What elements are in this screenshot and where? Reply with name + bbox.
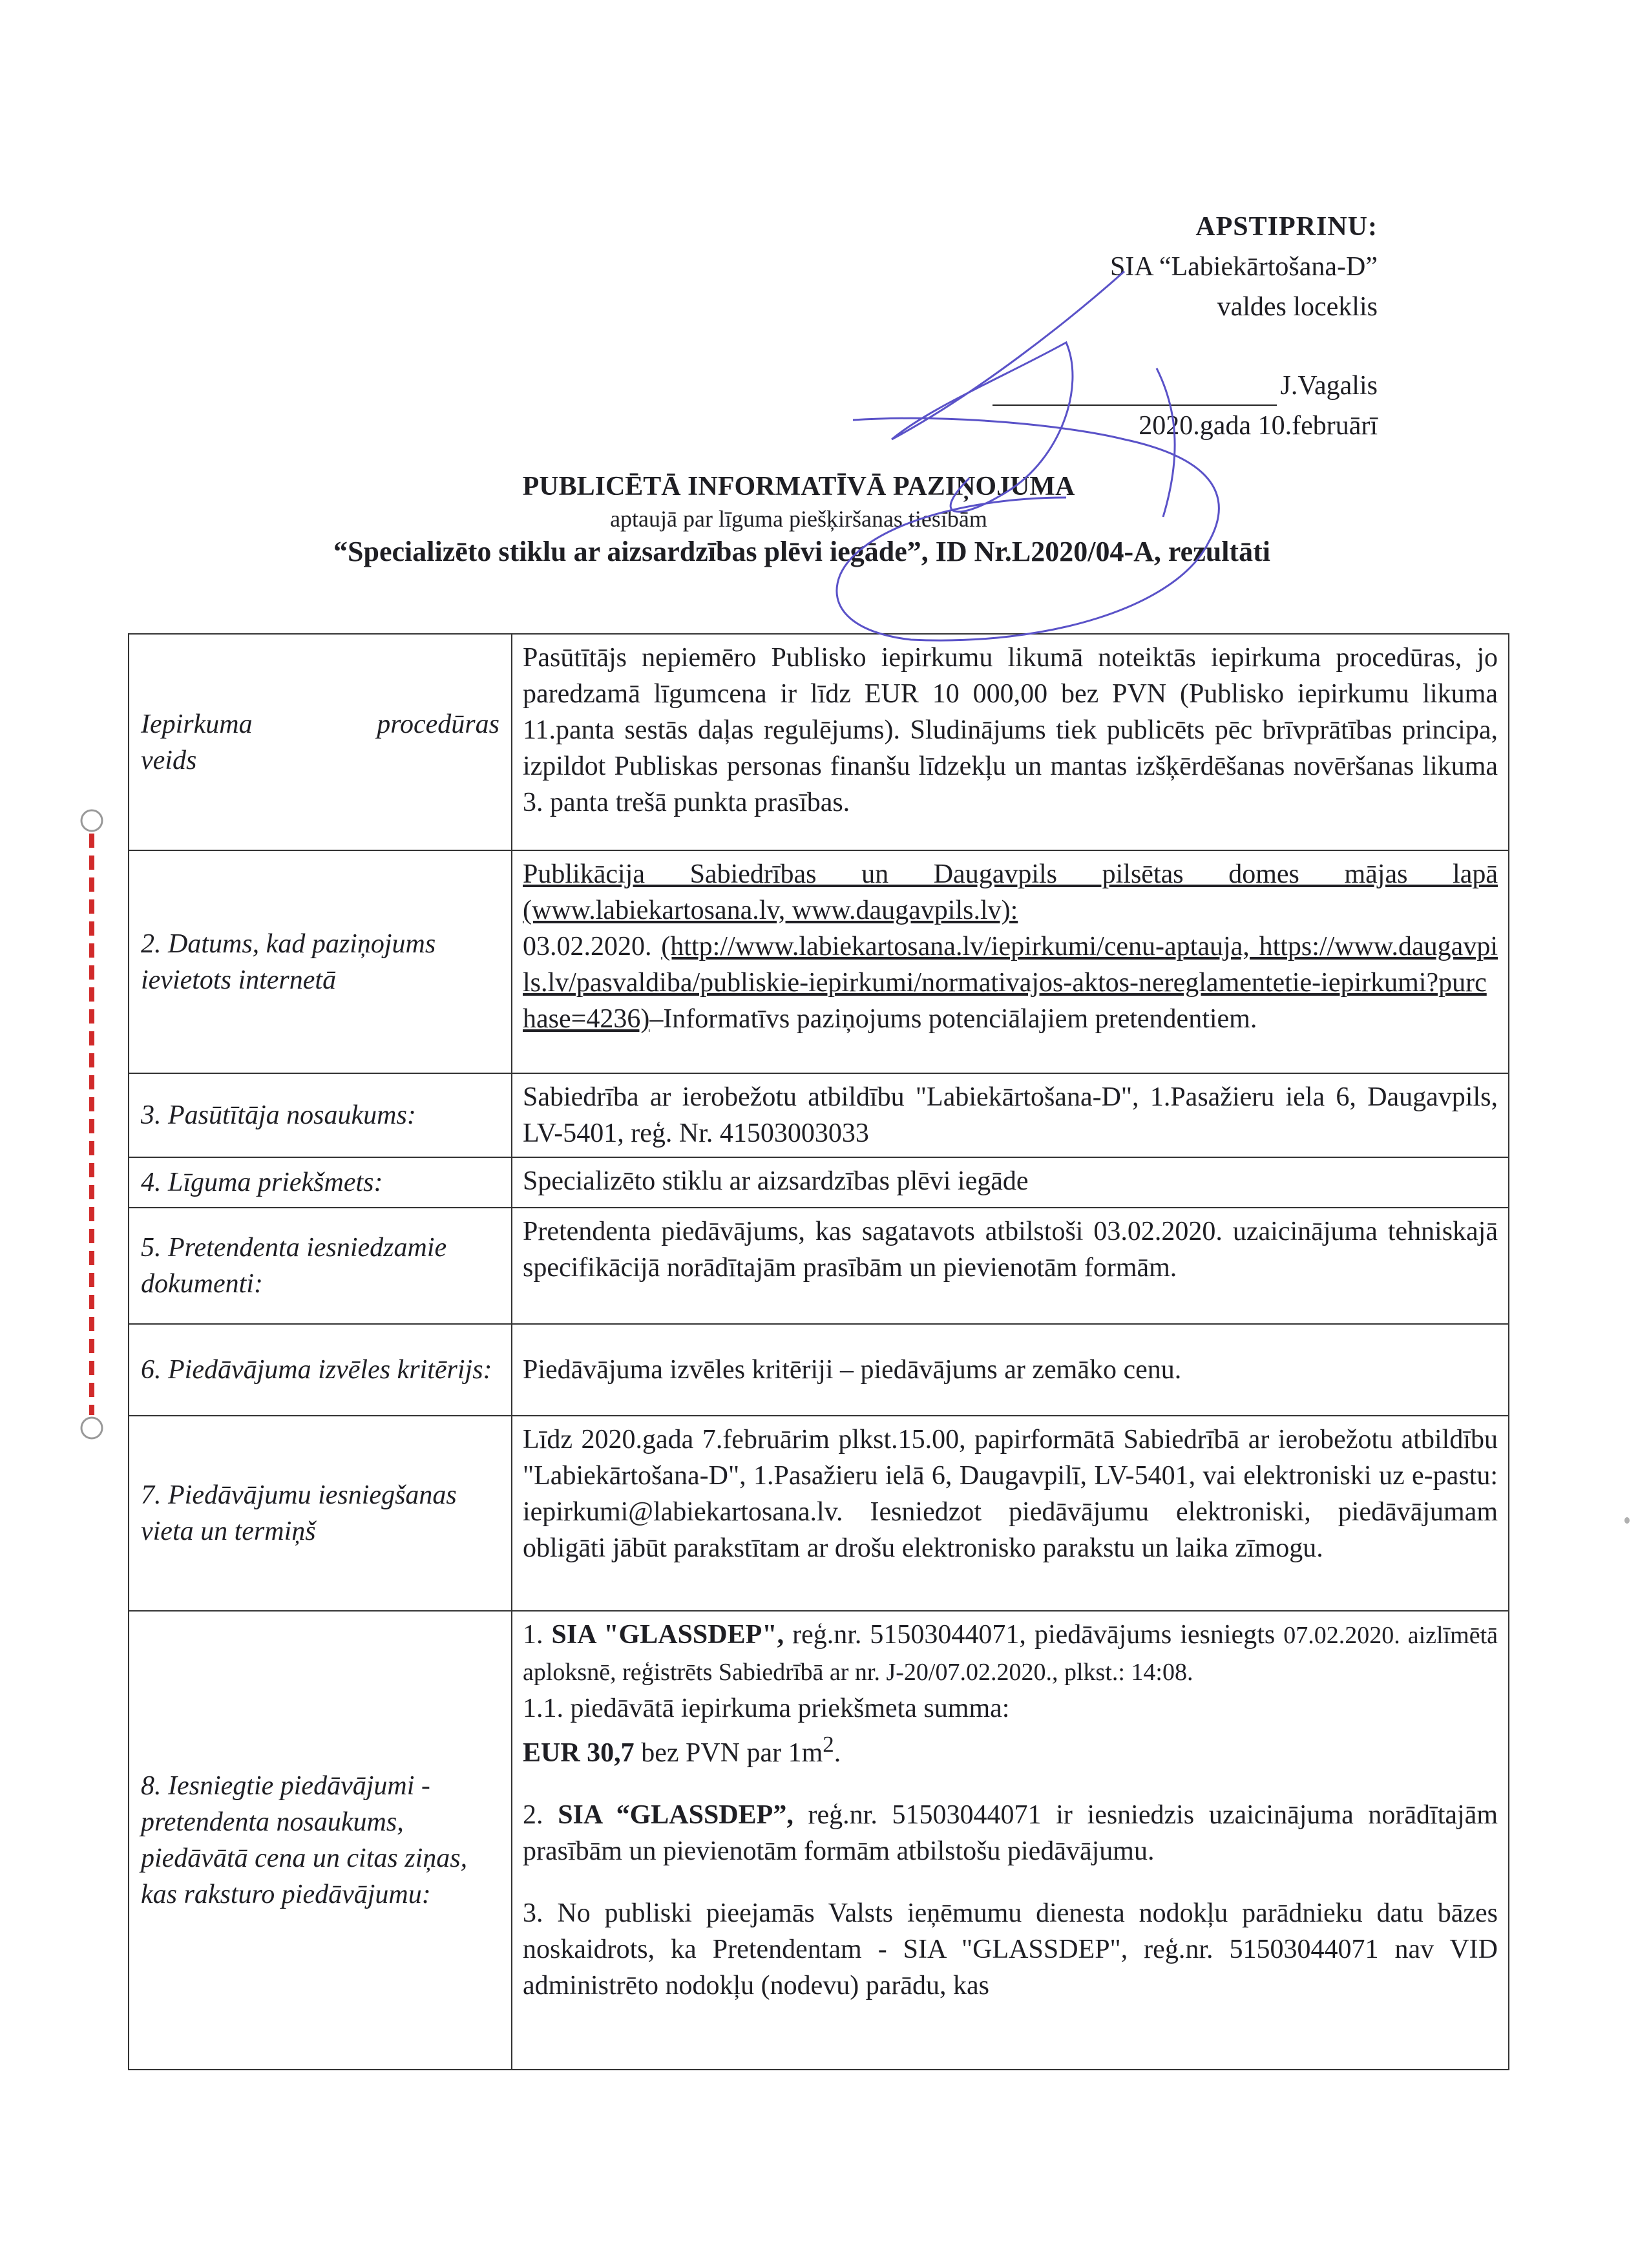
table-row bbox=[129, 1324, 1509, 1416]
row-label-procedure bbox=[129, 634, 512, 850]
offer-paragraph-2 bbox=[523, 1797, 1498, 1869]
table-row bbox=[129, 850, 1509, 1073]
label-part: Iepirkuma bbox=[141, 709, 253, 739]
row-content-submission: Līdz 2020.gada 7.februārim plkst.15.00, papirformātā Sabiedrībā ar ierobežotu atbildību "Labiekārtošana-D", 1.Pasažieru ielā 6, Daugavpilī, LV-5401, vai elektroniski uz e-pastu: iepirkumi@labiekartosana.lv. Iesniedzot piedāvājumu elektroniski, piedāvājumam obligāti jābūt parakstītam ar drošu elektronisko parakstu un laika zīmogu. bbox=[512, 1416, 1509, 1611]
approval-block bbox=[993, 207, 1378, 446]
offer-details: 07.02.2020. aizlīmētā aploksnē, reģistrēts Sabiedrībā ar nr. J-20/07.02.2020., plkst.: 14:08. bbox=[523, 1622, 1498, 1686]
row-label-subject: 4. Līguma priekšmets: bbox=[129, 1157, 512, 1208]
row-label-documents: 5. Pretendenta iesniedzamie dokumenti: bbox=[129, 1208, 512, 1324]
paper-speck bbox=[1624, 1517, 1630, 1524]
row-label-submission: 7. Piedāvājumu iesniegšanas vieta un termiņš bbox=[129, 1416, 512, 1611]
publication-text: Publikācija Sabiedrības un Daugavpils pilsētas domes mājas lapā (www.labiekartosana.lv, www.daugavpils.lv): bbox=[523, 859, 1498, 925]
row-label-customer: 3. Pasūtītāja nosaukums: bbox=[129, 1073, 512, 1157]
table-row bbox=[129, 634, 1509, 850]
table-row bbox=[129, 1073, 1509, 1157]
offer-compliance-text: reģ.nr. 51503044071 ir iesniedzis uzaicinājuma norādītajām prasībām un pievienotām formām atbilstošu piedāvājumu. bbox=[523, 1800, 1498, 1866]
offer-amount-unit: bez PVN par 1m bbox=[641, 1738, 823, 1768]
publication-note: –Informatīvs paziņojums potenciālajiem pretendentiem. bbox=[649, 1004, 1257, 1034]
offer-company: SIA "GLASSDEP", bbox=[551, 1620, 784, 1650]
title-line-2: aptaujā par līguma piešķiršanas tiesībām bbox=[610, 506, 987, 532]
label-part: procedūras bbox=[377, 709, 499, 739]
offer-paragraph-3: 3. No publiski pieejamās Valsts ieņēmumu dienesta nodokļu parādnieku datu bāzes noskaidrots, ka Pretendentam - SIA "GLASSDEP", reģ.nr. 51503044071 nav VID administrēto nodokļu (nodevu) parādu, kas bbox=[523, 1898, 1498, 2000]
signature-line bbox=[993, 376, 1277, 406]
title-line-3: “Specializēto stiklu ar aizsardzības plēvi iegāde”, ID Nr.L2020/04-A, rezultāti bbox=[333, 536, 1270, 567]
row-content-documents: Pretendenta piedāvājums, kas sagatavots atbilstoši 03.02.2020. uzaicinājuma tehniskajā specifikācijā norādītajām prasībām un pievienotām formām. bbox=[512, 1208, 1509, 1324]
table-row bbox=[129, 1611, 1509, 2070]
offer-amount-end: . bbox=[834, 1738, 841, 1768]
offer-amount-sup: 2 bbox=[823, 1732, 834, 1757]
row-content-date bbox=[512, 850, 1509, 1073]
table-row bbox=[129, 1208, 1509, 1324]
approval-company: SIA “Labiekārtošana-D” bbox=[1110, 252, 1378, 282]
offer-amount-line bbox=[523, 1727, 1498, 1771]
offer-number: 2. bbox=[523, 1800, 543, 1830]
label-part: veids bbox=[141, 745, 197, 775]
document-title bbox=[0, 468, 1649, 571]
approval-position: valdes loceklis bbox=[1217, 292, 1378, 322]
row-content-offers bbox=[512, 1611, 1509, 2070]
row-label-offers: 8. Iesniegtie piedāvājumi - pretendenta nosaukums, piedāvātā cena un citas ziņas, kas raksturo piedāvājumu: bbox=[129, 1611, 512, 2070]
offer-number: 1. bbox=[523, 1620, 543, 1650]
approval-date: 2020.gada 10.februārī bbox=[1139, 411, 1378, 441]
offer-sum-label: 1.1. piedāvātā iepirkuma priekšmeta summa: bbox=[523, 1694, 1010, 1723]
info-table bbox=[128, 633, 1509, 2070]
row-content-subject: Specializēto stiklu ar aizsardzības plēvi iegāde bbox=[512, 1157, 1509, 1208]
row-content-customer: Sabiedrība ar ierobežotu atbildību "Labiekārtošana-D", 1.Pasažieru iela 6, Daugavpils, LV-5401, reģ. Nr. 41503003033 bbox=[512, 1073, 1509, 1157]
binding-cord bbox=[78, 795, 103, 1454]
approval-signer-line bbox=[993, 366, 1378, 406]
title-line-1: PUBLICĒTĀ INFORMATĪVĀ PAZIŅOJUMA bbox=[522, 472, 1075, 501]
row-label-date: 2. Datums, kad paziņojums ievietots internetā bbox=[129, 850, 512, 1073]
offer-paragraph-1 bbox=[523, 1617, 1498, 1690]
offer-regnr: reģ.nr. 51503044071, piedāvājums iesniegts bbox=[792, 1620, 1276, 1650]
table-row bbox=[129, 1416, 1509, 1611]
row-content-procedure: Pasūtītājs nepiemēro Publisko iepirkumu likumā noteiktās iepirkuma procedūras, jo paredzamā līgumcena ir līdz EUR 10 000,00 bez PVN (Publisko iepirkumu likuma 11.panta sestās daļas regulējums). Sludinājums tiek publicēts pēc brīvprātības principa, izpildot Publiskas personas finanšu līdzekļu un mantas izšķērdēšanas novēršanas likuma 3. panta trešā punkta prasības. bbox=[512, 634, 1509, 850]
publication-date: 03.02.2020. bbox=[523, 932, 652, 961]
offer-company: SIA “GLASSDEP”, bbox=[558, 1800, 793, 1830]
row-content-criteria: Piedāvājuma izvēles kritēriji – piedāvājums ar zemāko cenu. bbox=[512, 1324, 1509, 1416]
table-row bbox=[129, 1157, 1509, 1208]
offer-amount: EUR 30,7 bbox=[523, 1738, 635, 1768]
publication-link[interactable]: (http://www.labiekartosana.lv/iepirkumi/cenu-aptauja, https://www.daugavpils.lv/pasvaldiba/publiskie-iepirkumi/normativajos-aktos-nereglamentetie-iepirkumi?purchase=4236) bbox=[523, 932, 1498, 1034]
approval-signer: J.Vagalis bbox=[1280, 371, 1378, 401]
row-label-criteria: 6. Piedāvājuma izvēles kritērijs: bbox=[129, 1324, 512, 1416]
approval-heading: APSTIPRINU: bbox=[1195, 212, 1378, 242]
